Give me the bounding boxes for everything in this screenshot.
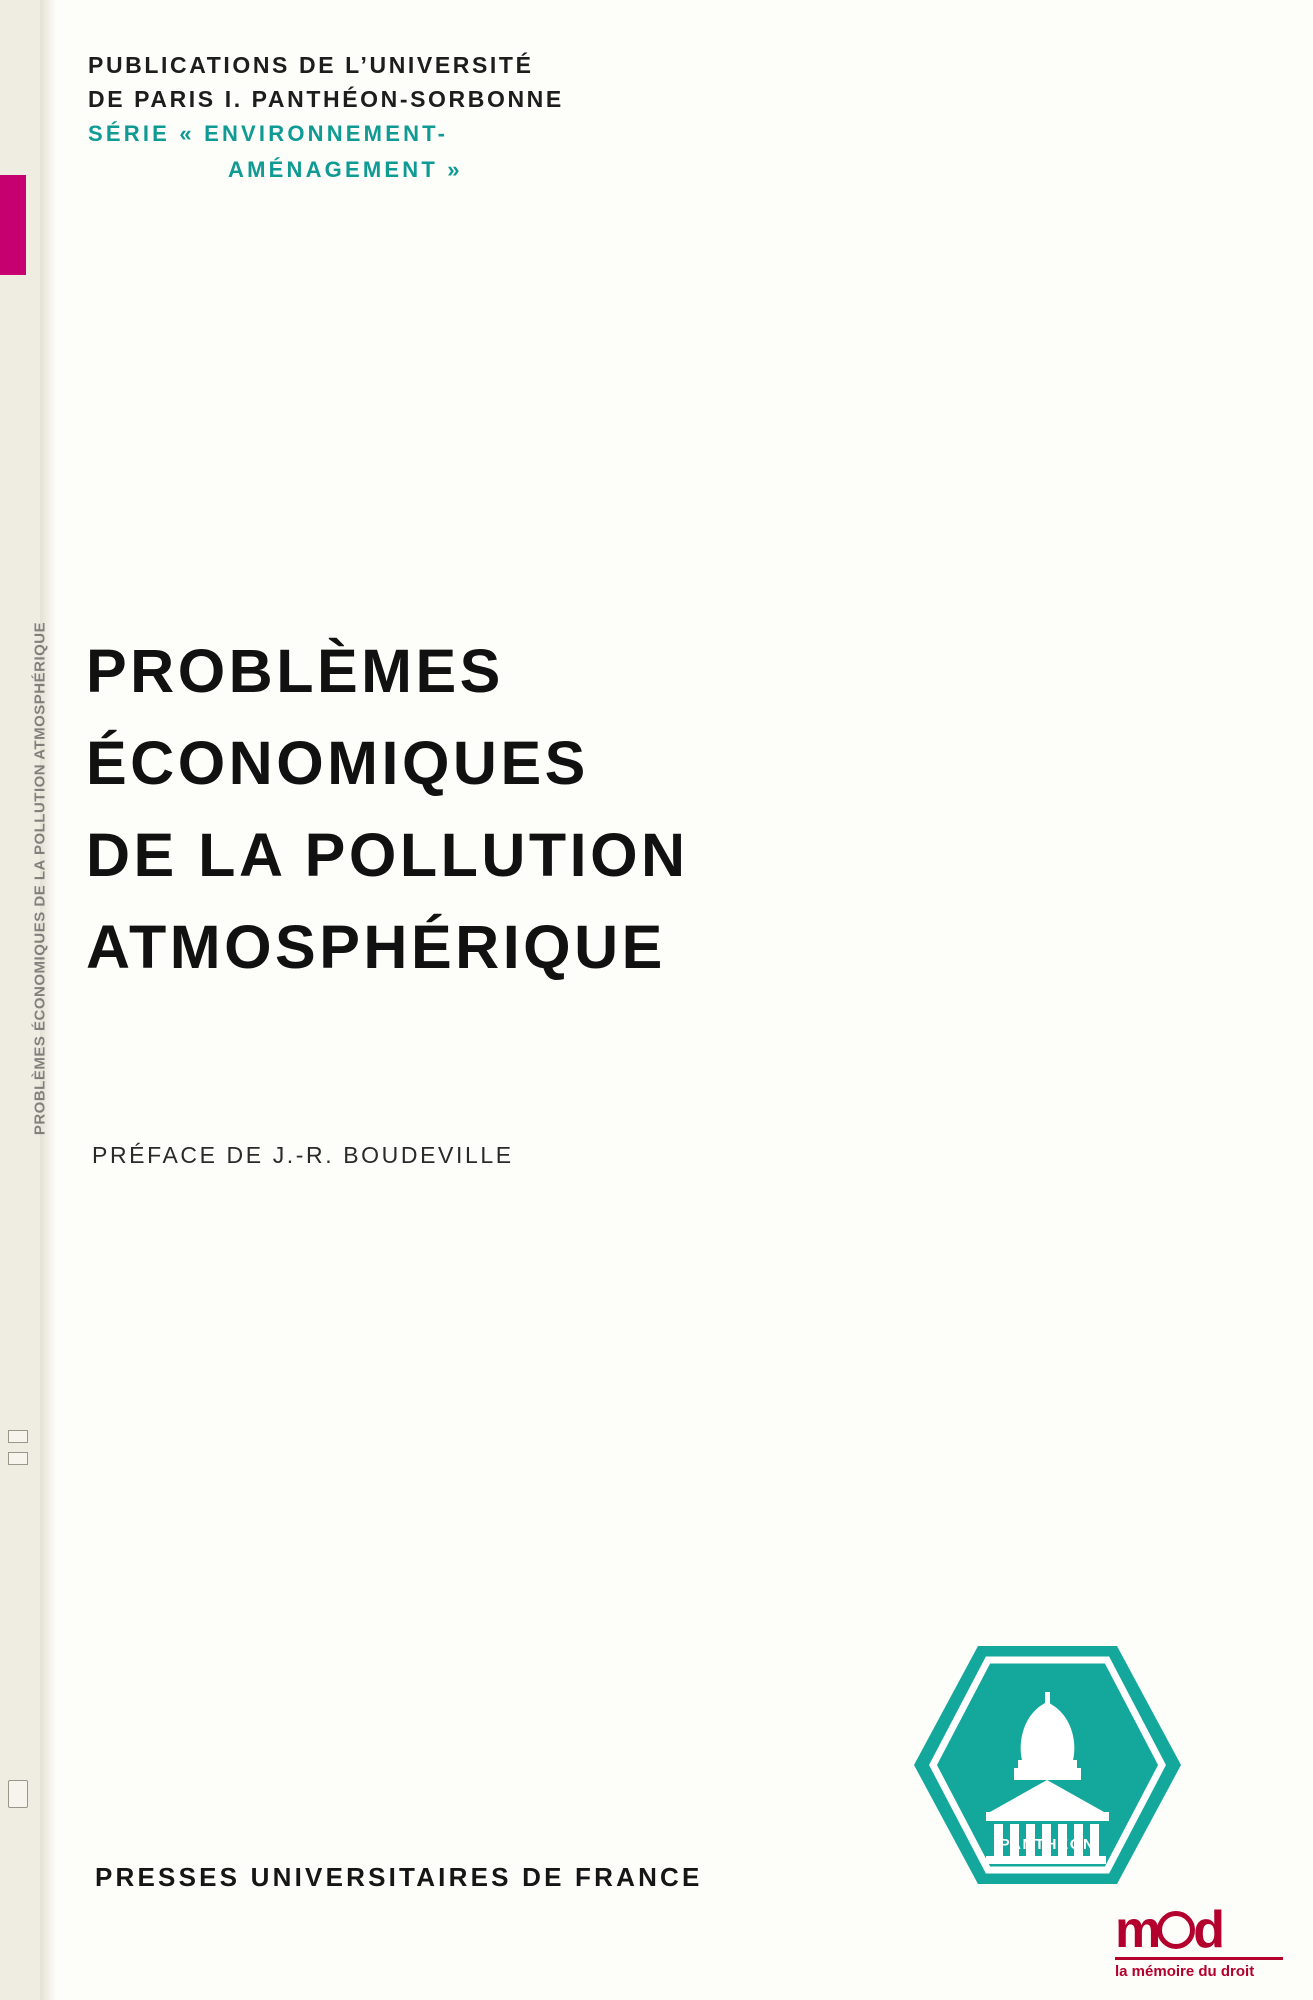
pantheon-emblem: [910, 1640, 1185, 1890]
series-line-1: PUBLICATIONS DE L’UNIVERSITÉ: [88, 52, 534, 78]
series-header: [88, 48, 788, 188]
title-line-2: ÉCONOMIQUES: [86, 729, 589, 797]
imprint-ring-icon: [1157, 1911, 1195, 1949]
title-line-3: DE LA POLLUTION: [86, 821, 689, 889]
spine-sticker-top: [8, 1430, 28, 1443]
title-line-1: PROBLÈMES: [86, 637, 504, 705]
spine-color-band: [0, 175, 26, 275]
spine-sticker-bottom: [8, 1780, 28, 1808]
spine-sticker-middle: [8, 1452, 28, 1465]
series-line-3: SÉRIE « ENVIRONNEMENT-: [88, 121, 449, 146]
series-line-2: DE PARIS I. PANTHÉON-SORBONNE: [88, 86, 564, 112]
emblem-label: PANTHÉON: [999, 1836, 1096, 1853]
imprint-logo: [1115, 1901, 1290, 1980]
series-line-4: AMÉNAGEMENT »: [228, 157, 463, 182]
preface-credit: PRÉFACE DE J.-R. BOUDEVILLE: [92, 1142, 514, 1168]
imprint-mark-left: m: [1115, 1901, 1160, 1959]
page-title: [86, 625, 1186, 993]
imprint-mark: [1115, 1901, 1224, 1959]
imprint-tagline: la mémoire du droit: [1115, 1963, 1255, 1980]
publisher-name: PRESSES UNIVERSITAIRES DE FRANCE: [95, 1862, 703, 1892]
spine-title: PROBLÈMES ÉCONOMIQUES DE LA POLLUTION ATMOSPHÉRIQUE: [31, 621, 49, 1136]
imprint-mark-right: d: [1193, 1901, 1224, 1959]
title-line-4: ATMOSPHÉRIQUE: [86, 913, 666, 981]
